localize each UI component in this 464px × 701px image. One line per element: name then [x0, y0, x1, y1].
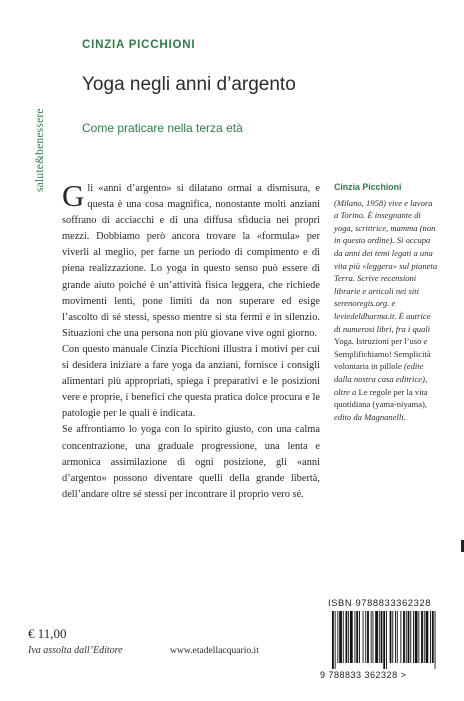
barcode-bar	[392, 611, 393, 663]
barcode-bar	[343, 611, 344, 663]
barcode-bar	[430, 611, 431, 663]
barcode-bar	[424, 611, 425, 663]
barcode-bar	[418, 611, 419, 663]
isbn-label: ISBN 9788833362328	[328, 597, 432, 608]
barcode-bar	[432, 611, 434, 663]
author-name: CINZIA PICCHIONI	[82, 39, 196, 51]
bio-text-2: e	[423, 336, 428, 347]
blurb-text	[62, 178, 320, 503]
barcode-bar	[350, 611, 353, 663]
blurb-paragraph-1	[62, 178, 320, 342]
barcode	[330, 611, 440, 669]
barcode-bar	[408, 611, 410, 663]
barcode-bar	[415, 611, 418, 663]
barcode-bar	[371, 611, 372, 663]
barcode-bar	[355, 611, 356, 663]
barcode-bar	[356, 611, 358, 663]
tax-note: Iva assolta dall’Editore	[28, 645, 123, 656]
barcode-bar	[335, 611, 336, 669]
publisher-website: www.etadellacquario.it	[170, 645, 259, 656]
bio-book-1: Yoga. Istruzioni per l’uso	[334, 336, 422, 347]
paragraph-1-text: li «anni d’argento» si dilatano ormai a dismisura, e questa è una cosa magnifica, nonostante molti anziani soffrano di acciacchi e di una diffusa sfiducia nei propri mezzi. Dobbiamo però ancora trovare la «formula» per viverli al meglio, per farne un periodo di compimento e di piena realizzazione. Lo yoga in questo senso può essere di grande aiuto poiché è un’attività fisica leggera, che richiede movimenti lenti, pone limiti da non superare ed esige l’ascolto di sé stessi, spesso mentre si sta fermi e in silenzio. Situazioni che una persona non più giovane vive ogni giorno.	[62, 183, 320, 339]
bio-author-name: Cinzia Picchioni	[334, 182, 402, 192]
barcode-bar	[375, 611, 378, 663]
series-label: salute&benessere	[34, 108, 46, 192]
barcode-bar	[390, 611, 392, 663]
author-bio	[334, 181, 438, 423]
book-title: Yoga negli anni d’argento	[82, 74, 296, 95]
barcode-bar	[406, 611, 407, 663]
price: € 11,00	[28, 626, 67, 641]
barcode-bar	[383, 611, 385, 669]
barcode-bar	[421, 611, 423, 663]
blurb-paragraph-2: Con questo manuale Cinzia Picchioni illustra i motivi per cui si desidera iniziare a fare yoga da anziani, fornisce i consigli alimentari più appropriati, spiega i preparativi e le posizioni vere e proprie, i benefici che questa pratica dolce procura e le patologie per le quali è indicata.	[62, 343, 320, 420]
blurb-paragraph-3: Se affrontiamo lo yoga con lo spirito giusto, con una calma concentrazione, una graduale progressione, una lenta e armonica assimilazione di ogni posizione, gli «anni d’argento» possono diventare quelli della grande libertà, dell’andare oltre sé stessi per incontrare il proprio vero sé.	[62, 424, 320, 500]
barcode-bar	[367, 611, 369, 663]
barcode-bar	[332, 611, 334, 669]
barcode-bar	[381, 611, 383, 663]
series-label-vertical	[34, 40, 74, 190]
barcode-bar	[348, 611, 349, 663]
barcode-bar	[379, 611, 380, 663]
barcode-bar	[337, 611, 338, 663]
barcode-bar	[373, 611, 374, 663]
bio-text-3: (edite dalla nostra casa editrice), oltre a	[334, 361, 428, 397]
bio-book-2: Semplifichiamo! Semplicità volontaria in pillole	[334, 348, 431, 372]
bio-text-4: edito da Magnanelli.	[334, 411, 406, 422]
barcode-bar	[386, 611, 387, 669]
barcode-bar	[346, 611, 348, 663]
drop-cap: G	[62, 178, 85, 213]
barcode-bar	[359, 611, 360, 663]
barcode-bar	[426, 611, 429, 663]
barcode-bar	[410, 611, 411, 663]
barcode-bar	[403, 611, 405, 663]
barcode-bar	[365, 611, 366, 663]
barcode-bar	[363, 611, 364, 663]
barcode-bar	[413, 611, 414, 663]
bio-book-3: Le regole per la vita quotidiana (yama-niyama),	[334, 386, 428, 410]
bio-text-1: (Milano, 1958) vive e lavora a Torino. È insegnante di yoga, scrittrice, mamma (non in questo ordine). Si occupa da anni dei temi legati a una vita più «leggera» sul pianeta Terra. Scrive recensioni librarie e articoli nei siti serenoregis.org. e leviedeldharma.it. È autrice di numerosi libri, fra i quali	[334, 197, 438, 334]
barcode-digits: 9 788833 362328 >	[320, 670, 407, 680]
barcode-bar	[435, 611, 436, 669]
barcode-bar	[400, 611, 401, 663]
book-subtitle: Come praticare nella terza età	[82, 121, 243, 135]
barcode-bar	[395, 611, 396, 663]
barcode-bar	[339, 611, 342, 663]
barcode-bar	[397, 611, 398, 663]
